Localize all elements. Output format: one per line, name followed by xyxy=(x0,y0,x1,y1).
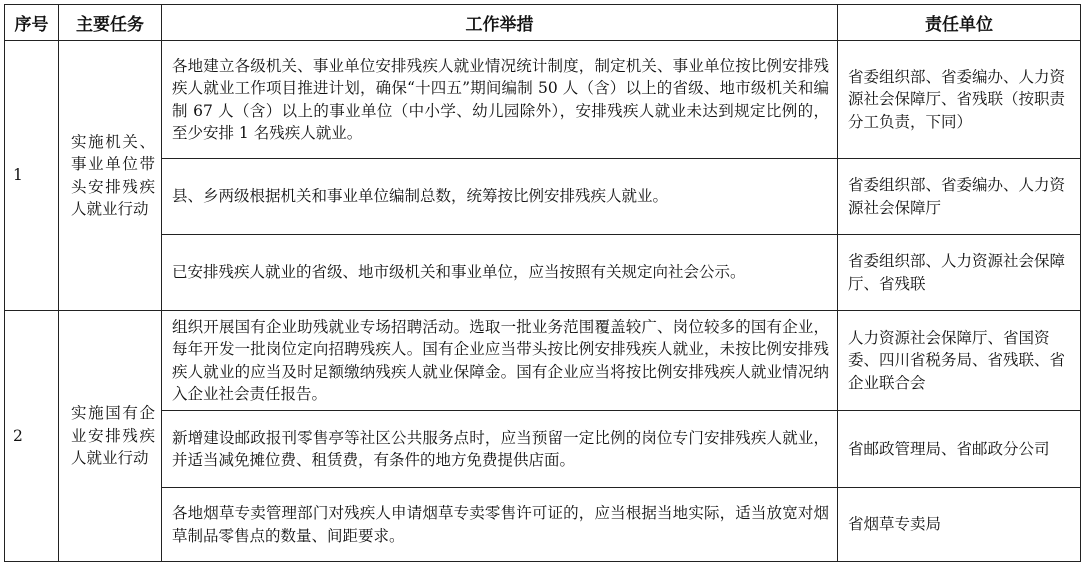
responsible-unit: 省委组织部、省委编办、人力资源社会保障厅、省残联（按职责分工负责，下同） xyxy=(838,41,1081,159)
responsible-unit: 省委组织部、人力资源社会保障厅、省残联 xyxy=(838,235,1081,311)
table-row xyxy=(5,311,1081,411)
work-measure: 各地建立各级机关、事业单位安排残疾人就业情况统计制度，制定机关、事业单位按比例安排残疾人就业工作项目推进计划，确保“十四五”期间编制 50 人（含）以上的省级、地市级机关和编制 67 人（含）以上的事业单位（中小学、幼儿园除外），安排残疾人就业未达到规定比例的，至少安排 1 名残疾人就业。 xyxy=(162,41,838,159)
responsible-unit: 人力资源社会保障厅、省国资委、四川省税务局、省残联、省企业联合会 xyxy=(838,311,1081,411)
table-row xyxy=(5,159,1081,235)
table-row xyxy=(5,235,1081,311)
header-row xyxy=(5,5,1081,41)
work-measure: 县、乡两级根据机关和事业单位编制总数，统筹按比例安排残疾人就业。 xyxy=(162,159,838,235)
work-measure: 已安排残疾人就业的省级、地市级机关和事业单位，应当按照有关规定向社会公示。 xyxy=(162,235,838,311)
row-seq: 2 xyxy=(5,311,59,562)
header-measures: 工作举措 xyxy=(162,5,838,41)
row-seq: 1 xyxy=(5,41,59,311)
table-row xyxy=(5,411,1081,488)
header-unit: 责任单位 xyxy=(838,5,1081,41)
table-row xyxy=(5,488,1081,562)
work-measure: 组织开展国有企业助残就业专场招聘活动。选取一批业务范围覆盖较广、岗位较多的国有企业，每年开发一批岗位定向招聘残疾人。国有企业应当带头按比例安排残疾人就业，未按比例安排残疾人就业的应当及时足额缴纳残疾人就业保障金。国有企业应当将按比例安排残疾人就业情况纳入企业社会责任报告。 xyxy=(162,311,838,411)
work-measure: 各地烟草专卖管理部门对残疾人申请烟草专卖零售许可证的，应当根据当地实际，适当放宽对烟草制品零售点的数量、间距要求。 xyxy=(162,488,838,562)
table-row xyxy=(5,41,1081,159)
row-task: 实施机关、事业单位带头安排残疾人就业行动 xyxy=(59,41,162,311)
work-measure: 新增建设邮政报刊零售亭等社区公共服务点时，应当预留一定比例的岗位专门安排残疾人就业，并适当减免摊位费、租赁费，有条件的地方免费提供店面。 xyxy=(162,411,838,488)
task-table xyxy=(4,4,1081,562)
header-seq: 序号 xyxy=(5,5,59,41)
responsible-unit: 省邮政管理局、省邮政分公司 xyxy=(838,411,1081,488)
header-task: 主要任务 xyxy=(59,5,162,41)
row-task: 实施国有企业安排残疾人就业行动 xyxy=(59,311,162,562)
responsible-unit: 省委组织部、省委编办、人力资源社会保障厅 xyxy=(838,159,1081,235)
responsible-unit: 省烟草专卖局 xyxy=(838,488,1081,562)
